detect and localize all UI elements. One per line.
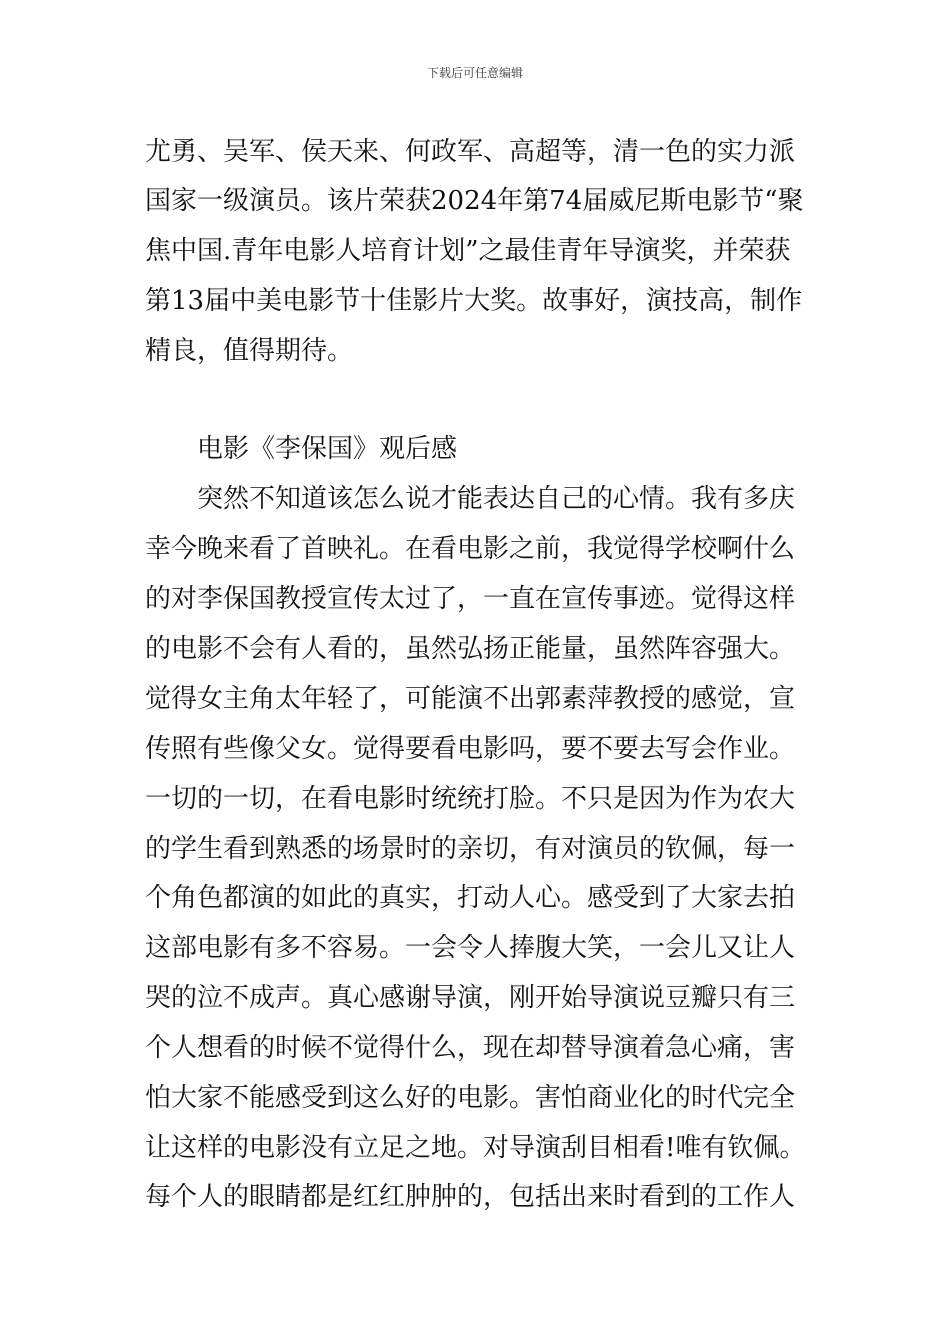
body-text-line: 的对李保国教授宣传太过了，一直在宣传事迹。觉得这样 xyxy=(145,584,796,614)
body-text-line: 每个人的眼睛都是红红肿肿的，包括出来时看到的工作人 xyxy=(145,1182,796,1212)
body-text-line: 个人想看的时候不觉得什么，现在却替导演着急心痛，害 xyxy=(145,1033,796,1063)
body-text-line: 突然不知道该怎么说才能表达自己的心情。我有多庆 xyxy=(197,484,796,514)
body-text-line: 第13届中美电影节十佳影片大奖。故事好，演技高，制作 xyxy=(145,286,803,316)
body-text-line: 哭的泣不成声。真心感谢导演，刚开始导演说豆瓣只有三 xyxy=(145,983,796,1013)
section-title: 电影《李保国》观后感 xyxy=(197,434,458,464)
body-text-line: 怕大家不能感受到这么好的电影。害怕商业化的时代完全 xyxy=(145,1083,796,1113)
body-text-line: 尤勇、吴军、侯天来、何政军、高超等，清一色的实力派 xyxy=(145,137,796,167)
body-text-line: 焦中国.青年电影人培育计划”之最佳青年导演奖，并荣获 xyxy=(145,236,791,266)
body-text-line: 一切的一切，在看电影时统统打脸。不只是因为作为农大 xyxy=(145,784,796,814)
body-text-line: 让这样的电影没有立足之地。对导演刮目相看!唯有钦佩。 xyxy=(145,1133,806,1163)
body-text-line: 的电影不会有人看的，虽然弘扬正能量，虽然阵容强大。 xyxy=(145,634,796,664)
body-text-line: 传照有些像父女。觉得要看电影吗，要不要去写会作业。 xyxy=(145,734,796,764)
body-text-line: 精良，值得期待。 xyxy=(145,336,354,366)
page-header-note: 下载后可任意编辑 xyxy=(426,66,523,80)
body-text-line: 觉得女主角太年轻了，可能演不出郭素萍教授的感觉，宣 xyxy=(145,684,796,714)
body-text-line: 的学生看到熟悉的场景时的亲切，有对演员的钦佩，每一 xyxy=(145,834,796,864)
body-text-line: 幸今晚来看了首映礼。在看电影之前，我觉得学校啊什么 xyxy=(145,534,796,564)
body-text-line: 个角色都演的如此的真实，打动人心。感受到了大家去拍 xyxy=(145,883,796,913)
body-text-line: 这部电影有多不容易。一会令人捧腹大笑，一会儿又让人 xyxy=(145,933,796,963)
body-text-line: 国家一级演员。该片荣获2024年第74届威尼斯电影节“聚 xyxy=(145,186,804,216)
